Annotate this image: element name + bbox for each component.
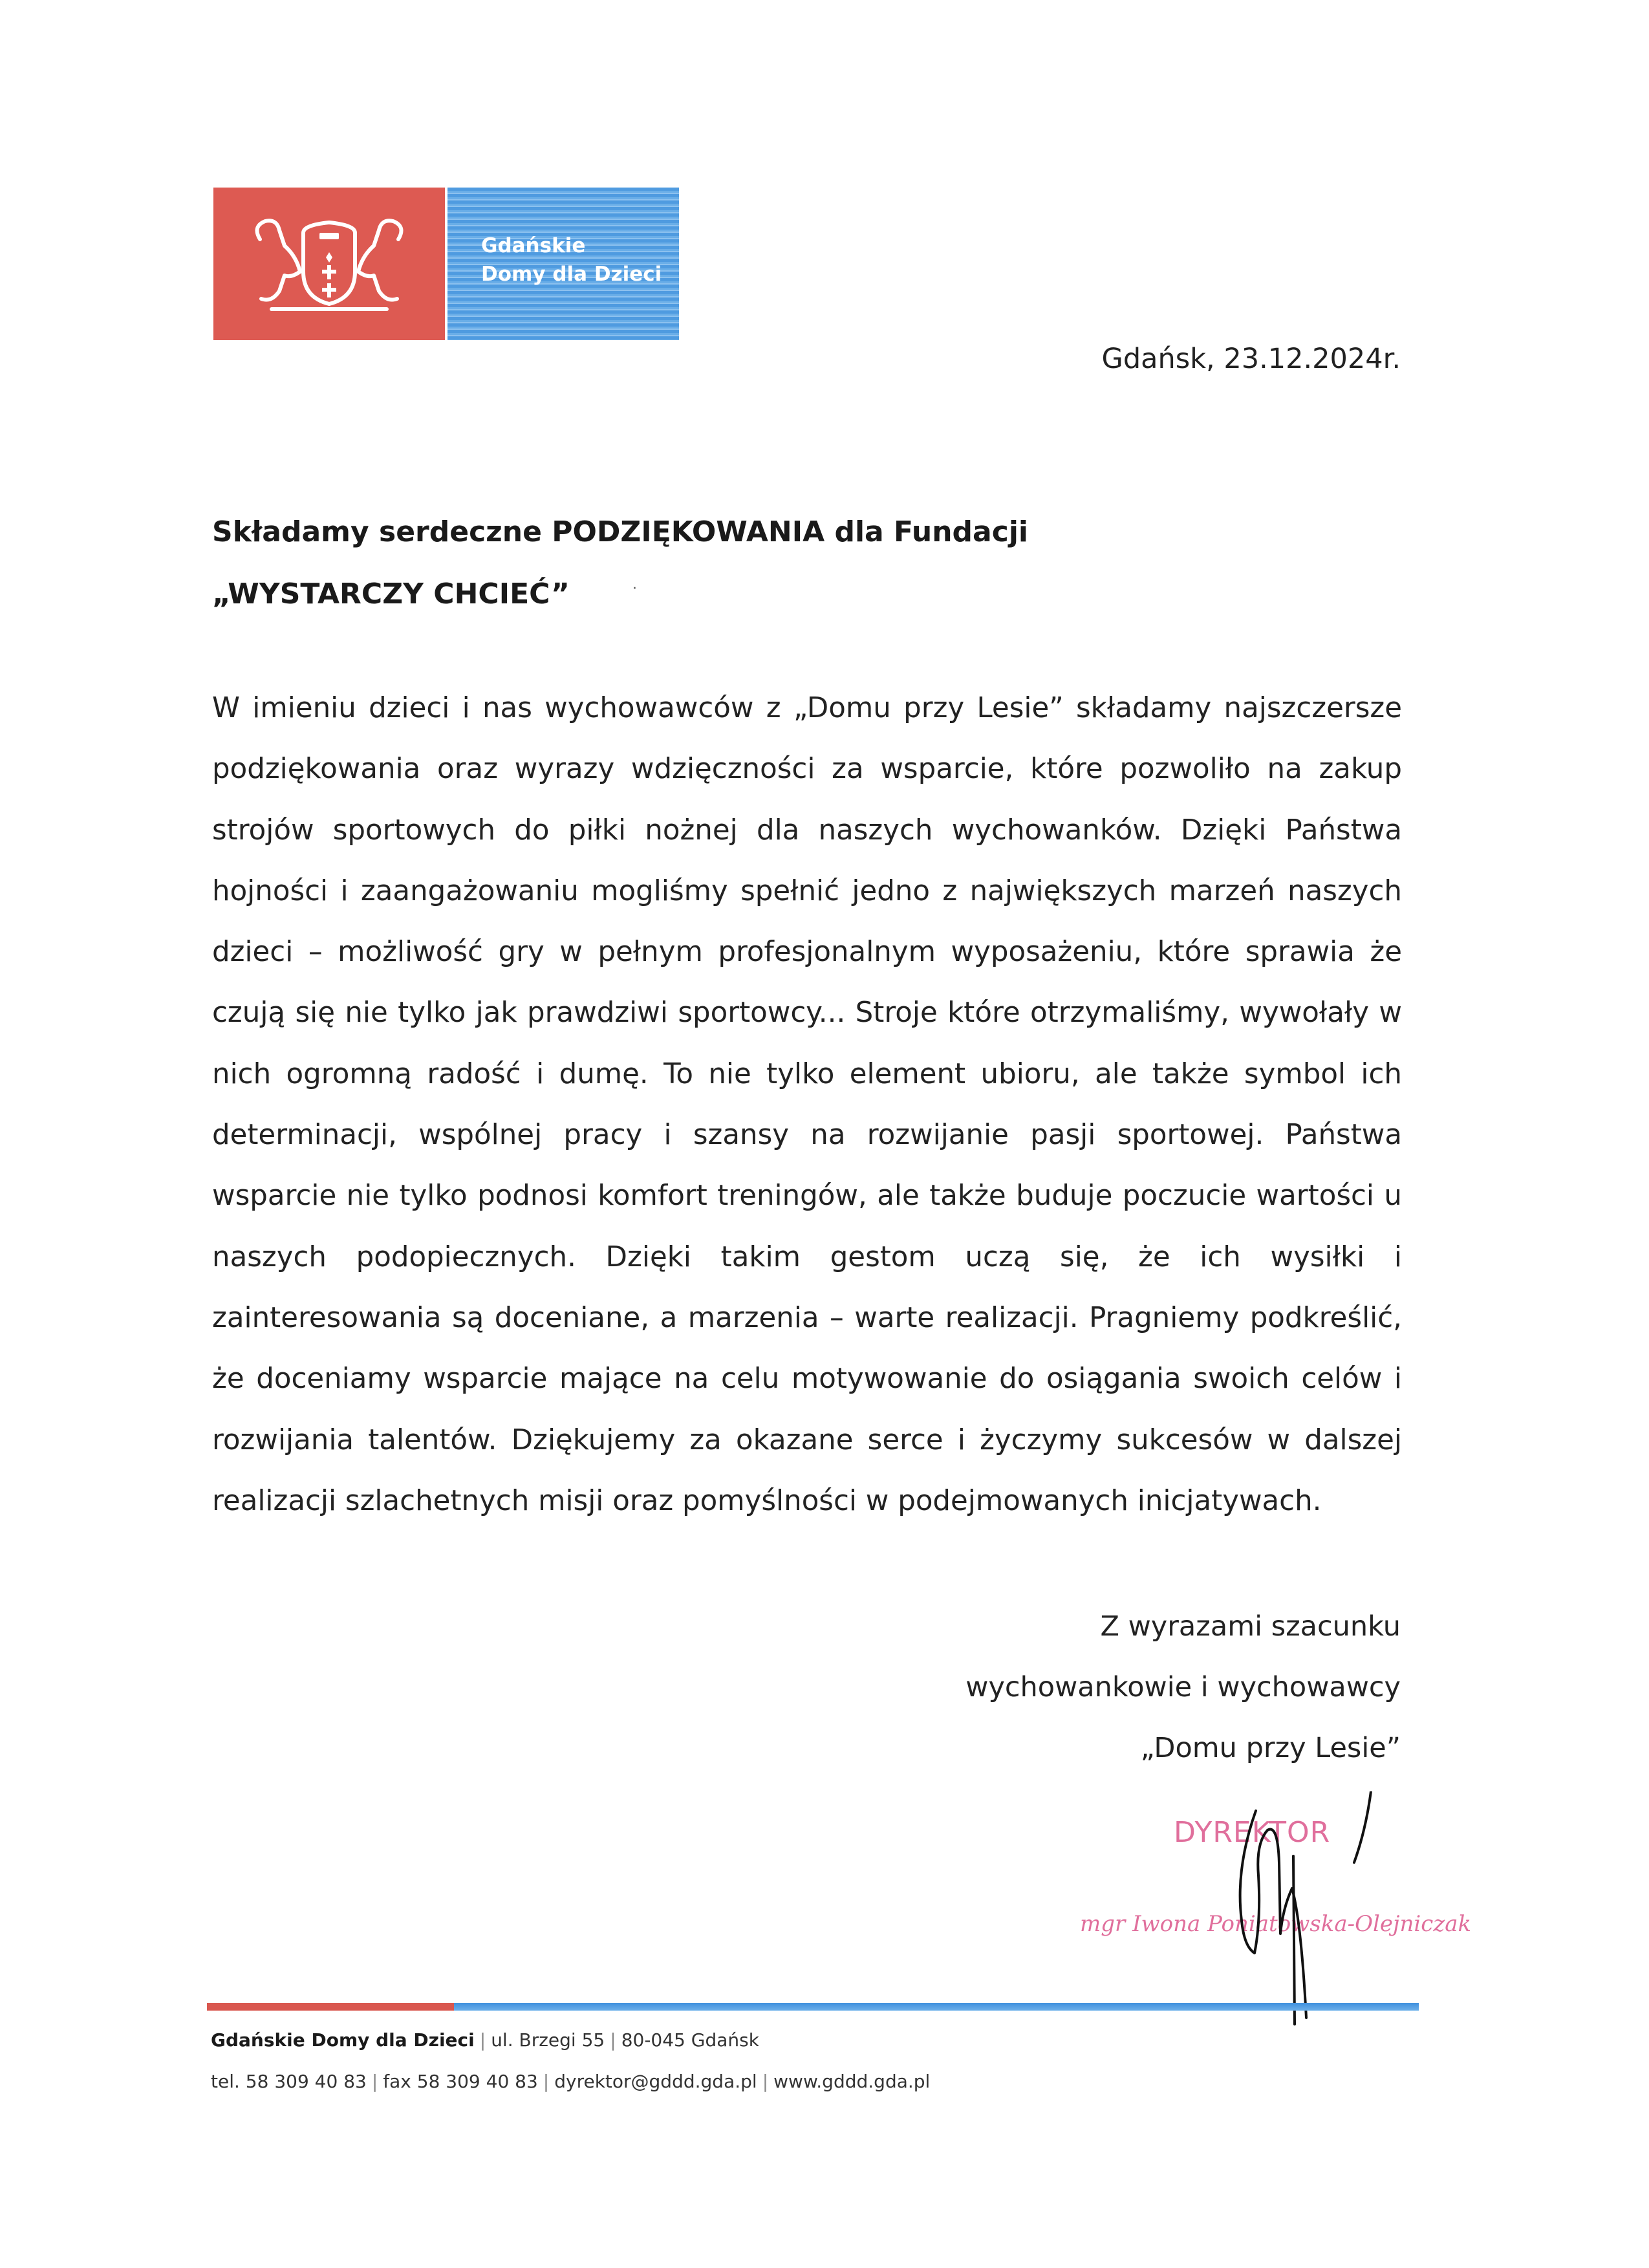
footer-website[interactable]: www.gddd.gda.pl xyxy=(773,2071,931,2092)
closing-line3: „Domu przy Lesie” xyxy=(1140,1732,1401,1764)
closing-line2: wychowankowie i wychowawcy xyxy=(965,1671,1401,1703)
scan-speck: · xyxy=(632,581,637,597)
letterhead-logo xyxy=(213,188,679,340)
stamp-title: DYREKTOR xyxy=(1174,1816,1331,1849)
closing-line1: Z wyrazami szacunku xyxy=(1100,1610,1401,1643)
organization-name-panel xyxy=(447,188,679,340)
body-paragraph: W imieniu dzieci i nas wychowawców z „Domu przy Lesie” składamy najszczersze podziękowania oraz wyrazy wdzięczności za wsparcie, które pozwoliło na zakup strojów sportowych do piłki nożnej dla naszych wychowanków. Dzięki Państwa hojności i zaangażowaniu mogliśmy spełnić jedno z największych marzeń naszych dzieci – możliwość gry w pełnym profesjonalnym wyposażeniu, które sprawia że czują się nie tylko jak prawdziwi sportowcy... Stroje które otrzymaliśmy, wywołały w nich ogromną radość i dumę. To nie tylko element ubioru, ale także symbol ich determinacji, wspólnej pracy i szansy na rozwijanie pasji sportowej. Państwa wsparcie nie tylko podnosi komfort treningów, ale także buduje poczucie wartości u naszych podopiecznych. Dzięki takim gestom uczą się, że ich wysiłki i zainteresowania są doceniane, a marzenia – warte realizacji. Pragniemy podkreślić, że doceniamy wsparcie mające na celu motywowanie do osiągania swoich celów i rozwijania talentów. Dziękujemy za okazane serce i życzymy sukcesów w dalszej realizacji szlachetnych misji oraz pomyślności w podejmowanych inicjatywach. xyxy=(212,692,1402,1517)
gdansk-coat-of-arms-icon xyxy=(246,213,413,314)
footer-tel: tel. 58 309 40 83 xyxy=(211,2071,367,2092)
stamp-name: mgr Iwona Poniatowska-Olejniczak xyxy=(1080,1911,1472,1937)
closing-block xyxy=(965,1596,1401,1778)
footer-line1: Gdańskie Domy dla Dzieci | ul. Brzegi 55 | 80-045 Gdańsk xyxy=(211,2029,759,2051)
letter-date: Gdańsk, 23.12.2024r. xyxy=(1101,343,1401,375)
letter-body xyxy=(212,678,1402,1531)
footer-address: ul. Brzegi 55 xyxy=(491,2029,605,2051)
coat-of-arms-panel xyxy=(213,188,445,340)
heading-line1: Składamy serdeczne PODZIĘKOWANIA dla Fundacji xyxy=(212,515,1028,548)
logo-text-line2: Domy dla Dzieci xyxy=(481,263,662,286)
footer-divider xyxy=(207,2003,1419,2011)
logo-text-line1: Gdańskie xyxy=(481,234,586,257)
handwritten-signature xyxy=(1216,1791,1410,2037)
footer-postal: 80-045 Gdańsk xyxy=(621,2029,759,2051)
footer-org: Gdańskie Domy dla Dzieci xyxy=(211,2029,475,2051)
footer-line2: tel. 58 309 40 83 | fax 58 309 40 83 | dyrektor@gddd.gda.pl | www.gddd.gda.pl xyxy=(211,2071,931,2092)
heading-line2: „WYSTARCZY CHCIEĆ” xyxy=(212,578,570,610)
letter-heading xyxy=(212,501,1028,625)
footer-fax: fax 58 309 40 83 xyxy=(383,2071,538,2092)
footer-email[interactable]: dyrektor@gddd.gda.pl xyxy=(554,2071,757,2092)
